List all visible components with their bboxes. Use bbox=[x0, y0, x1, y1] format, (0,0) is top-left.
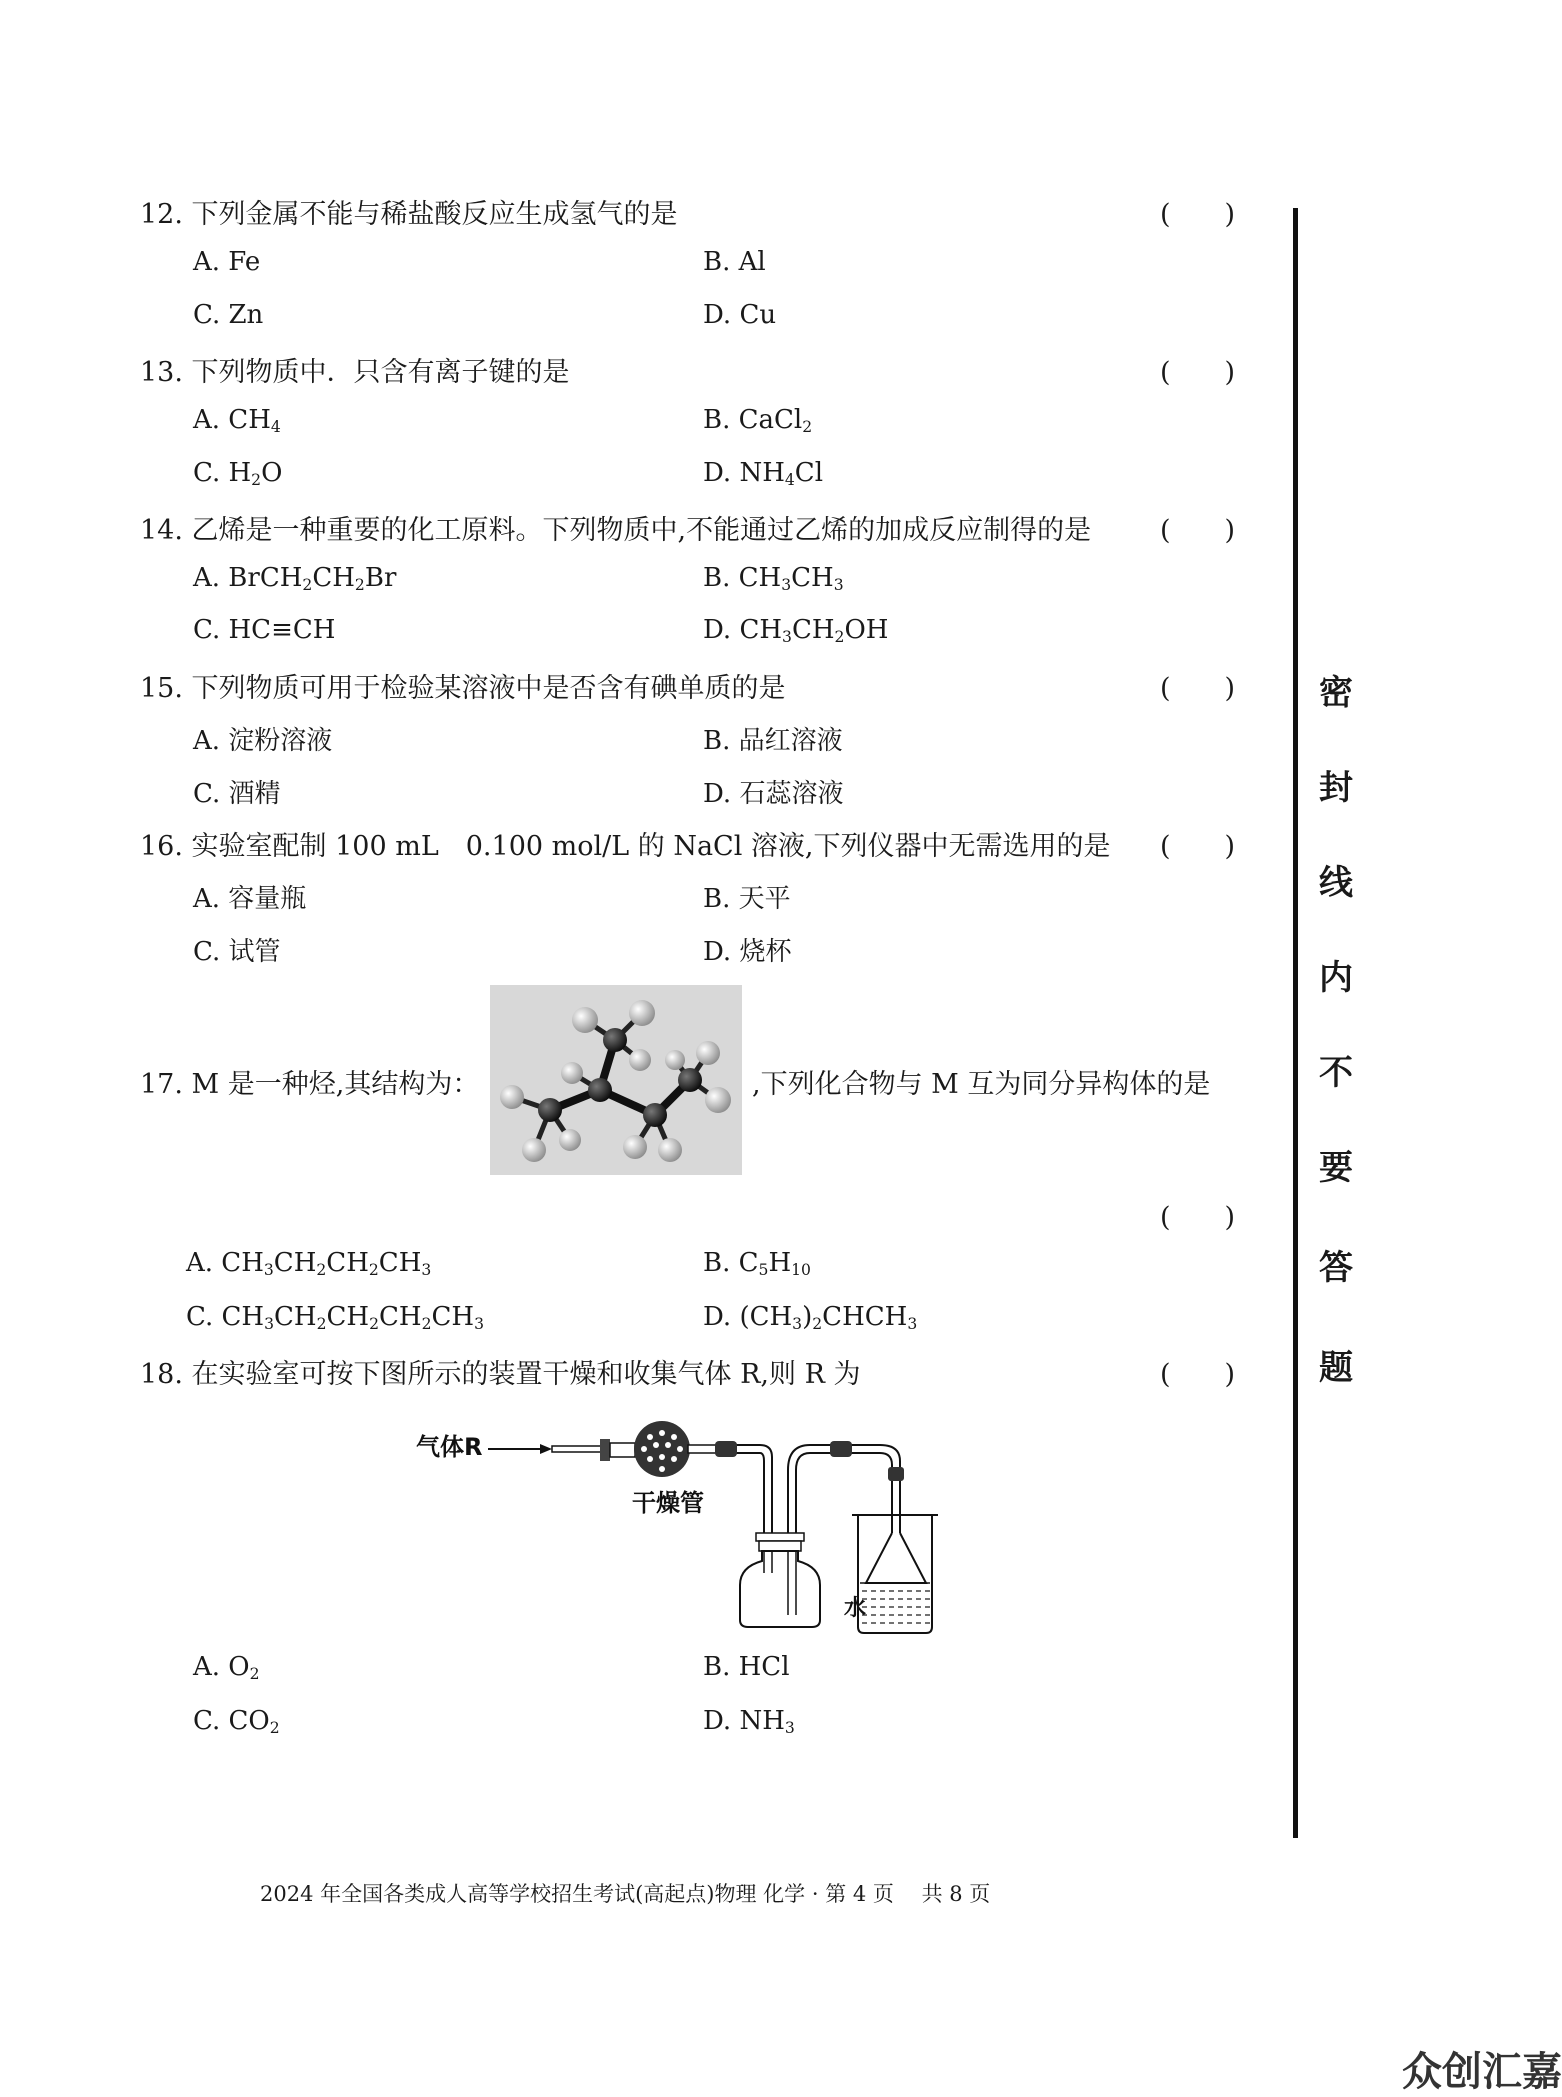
seal-char-8: 题 bbox=[1319, 1348, 1353, 1388]
q16-option-a[interactable]: A. 容量瓶 bbox=[193, 884, 307, 914]
q16-answer-blank[interactable]: ( ) bbox=[1160, 831, 1236, 862]
seal-char-4: 内 bbox=[1319, 958, 1353, 998]
q12-answer-blank[interactable]: ( ) bbox=[1160, 199, 1236, 230]
q14-option-c[interactable]: C. HC≡CH bbox=[193, 615, 336, 645]
q18-option-c[interactable]: C. $CO_2$ bbox=[193, 1706, 280, 1737]
q15-option-c[interactable]: C. 酒精 bbox=[193, 779, 281, 809]
brand-watermark: 众创汇嘉 bbox=[1402, 2049, 1562, 2095]
q12-option-d[interactable]: D. Cu bbox=[703, 300, 777, 330]
q16-option-b[interactable]: B. 天平 bbox=[703, 884, 791, 914]
q14-option-b[interactable]: B. $CH_3CH_3$ bbox=[703, 563, 844, 594]
seal-char-1: 密 bbox=[1319, 673, 1353, 713]
q18-answer-blank[interactable]: ( ) bbox=[1160, 1359, 1236, 1390]
seal-char-7: 答 bbox=[1319, 1248, 1353, 1288]
q13-option-a[interactable]: A. $CH_4$ bbox=[193, 405, 281, 436]
q13-option-d[interactable]: D. $NH_4Cl$ bbox=[703, 458, 824, 489]
q16-stem: 16. 实验室配制 100 mL 0.100 mol/L 的 NaCl 溶液,下列仪器中无需选用的是 bbox=[140, 831, 1111, 862]
seal-char-2: 封 bbox=[1319, 768, 1353, 808]
q17-option-d[interactable]: D. $(CH_3)_2CHCH_3$ bbox=[703, 1302, 918, 1333]
q12-stem: 12. 下列金属不能与稀盐酸反应生成氢气的是 bbox=[140, 199, 678, 230]
q17-option-a[interactable]: A. $CH_3CH_2CH_2CH_3$ bbox=[186, 1248, 432, 1279]
gas-collecting-bottle bbox=[740, 1551, 820, 1627]
q18-option-a[interactable]: A. $O_2$ bbox=[193, 1652, 260, 1683]
q12-option-a[interactable]: A. Fe bbox=[193, 247, 261, 277]
seal-char-6: 要 bbox=[1319, 1148, 1353, 1188]
water-label: 水 bbox=[844, 1596, 867, 1621]
q15-option-a[interactable]: A. 淀粉溶液 bbox=[193, 726, 333, 756]
q17-option-c[interactable]: C. $CH_3CH_2CH_2CH_2CH_3$ bbox=[186, 1302, 484, 1333]
q14-option-d[interactable]: D. $CH_3CH_2OH$ bbox=[703, 615, 889, 646]
q13-option-c[interactable]: C. $H_2O$ bbox=[193, 458, 283, 489]
q13-option-b[interactable]: B. CaCl$_2$ bbox=[703, 405, 813, 436]
q18-stem: 18. 在实验室可按下图所示的装置干燥和收集气体 R,则 R 为 bbox=[140, 1359, 861, 1390]
q13-stem: 13. 下列物质中．只含有离子键的是 bbox=[140, 357, 570, 388]
q15-answer-blank[interactable]: ( ) bbox=[1160, 673, 1236, 704]
q18-option-d[interactable]: D. $NH_3$ bbox=[703, 1706, 795, 1737]
seal-line bbox=[1293, 208, 1298, 1838]
inverted-funnel bbox=[866, 1533, 926, 1583]
page-footer: 2024 年全国各类成人高等学校招生考试(高起点)物理 化学 · 第 4 页 共 8 页 bbox=[260, 1882, 991, 1906]
seal-char-3: 线 bbox=[1319, 863, 1353, 903]
q14-answer-blank[interactable]: ( ) bbox=[1160, 515, 1236, 546]
q13-answer-blank[interactable]: ( ) bbox=[1160, 357, 1236, 388]
q16-option-c[interactable]: C. 试管 bbox=[193, 937, 281, 967]
q12-option-b[interactable]: B. Al bbox=[703, 247, 766, 277]
molecule-ball-stick-image bbox=[490, 985, 742, 1175]
q12-option-c[interactable]: C. Zn bbox=[193, 300, 264, 330]
q17-stem-end: ,下列化合物与 M 互为同分异构体的是 bbox=[752, 1069, 1211, 1100]
q17-stem-start: 17. M 是一种烃,其结构为： bbox=[140, 1069, 480, 1100]
seal-char-5: 不 bbox=[1319, 1053, 1353, 1093]
q17-answer-blank[interactable]: ( ) bbox=[1160, 1202, 1236, 1233]
q15-option-b[interactable]: B. 品红溶液 bbox=[703, 726, 843, 756]
q15-stem: 15. 下列物质可用于检验某溶液中是否含有碘单质的是 bbox=[140, 673, 786, 704]
q16-option-d[interactable]: D. 烧杯 bbox=[703, 937, 792, 967]
q18-option-b[interactable]: B. HCl bbox=[703, 1652, 790, 1682]
gas-r-label: 气体R bbox=[416, 1433, 483, 1461]
q17-option-b[interactable]: B. $C_5H_{10}$ bbox=[703, 1248, 811, 1279]
q14-stem: 14. 乙烯是一种重要的化工原料。下列物质中,不能通过乙烯的加成反应制得的是 bbox=[140, 515, 1092, 546]
q15-option-d[interactable]: D. 石蕊溶液 bbox=[703, 779, 844, 809]
q14-option-a[interactable]: A. $BrCH_2CH_2Br$ bbox=[193, 563, 397, 594]
drying-tube-label: 干燥管 bbox=[632, 1489, 704, 1517]
gas-collection-apparatus-diagram bbox=[410, 1415, 970, 1640]
